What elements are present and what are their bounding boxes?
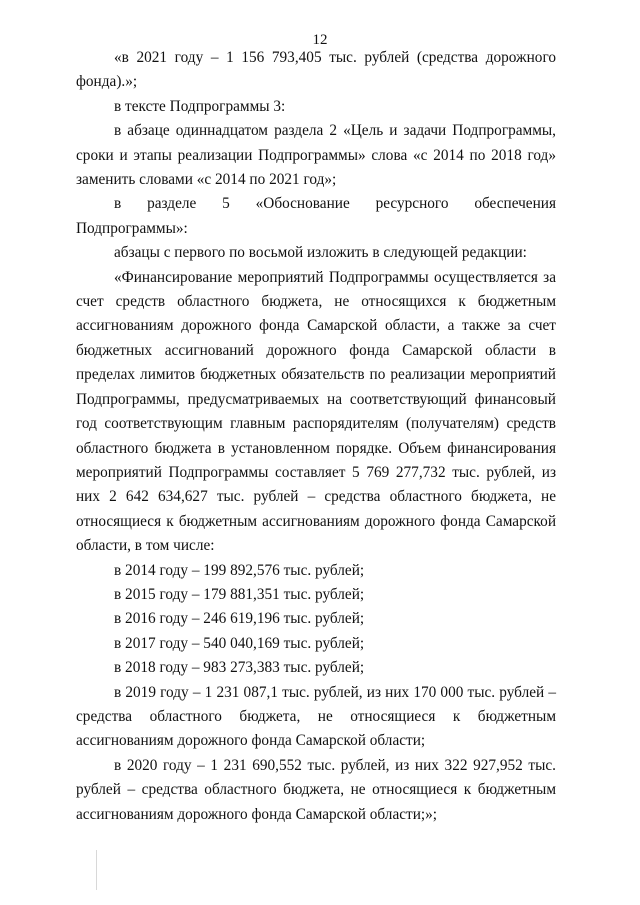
funding-2020: в 2020 году – 1 231 690,552 тыс. рублей, из них 322 927,952 тыс. рублей – средства областного бюджета, не относящиеся к бюджетным ассигнованиям дорожного фонда Самарской области;»; bbox=[76, 756, 556, 823]
funding-2014: в 2014 году – 199 892,576 тыс. рублей; bbox=[114, 561, 365, 579]
funding-2016: в 2016 году – 246 619,196 тыс. рублей; bbox=[114, 610, 365, 628]
funding-2019: в 2019 году – 1 231 087,1 тыс. рублей, из них 170 000 тыс. рублей – средства областного бюджета, не относящиеся к бюджетным ассигнованиям дорожного фонда Самарской области; bbox=[76, 683, 556, 750]
funding-2017: в 2017 году – 540 040,169 тыс. рублей; bbox=[114, 634, 365, 652]
paragraph-subprogram-3-heading: в тексте Подпрограммы 3: bbox=[114, 97, 286, 115]
funding-2018: в 2018 году – 983 273,383 тыс. рублей; bbox=[114, 659, 365, 677]
document-body bbox=[76, 46, 556, 827]
page-number: 12 bbox=[312, 32, 328, 48]
paragraph-section-5-heading: в разделе 5 «Обоснование ресурсного обеспечения Подпрограммы»: bbox=[76, 195, 556, 237]
scan-margin-mark bbox=[96, 850, 97, 890]
paragraph-section-2-amendment: в абзаце одиннадцатом раздела 2 «Цель и задачи Подпрограммы, сроки и этапы реализации Подпрограммы» слова «с 2014 по 2018 год» заменить словами «с 2014 по 2021 год»; bbox=[76, 122, 556, 189]
paragraph-financing-description: «Финансирование мероприятий Подпрограммы осуществляется за счет средств областного бюджета, не относящихся к бюджетным ассигнованиям дорожного фонда Самарской области, а также за счет бюджетных ассигнований дорожного фонда Самарской области в пределах лимитов бюджетных обязательств по реализации мероприятий Подпрограммы, предусматриваемых на соответствующий финансовый год соответствующим главным распорядителям (получателям) средств областного бюджета в установленном порядке. Объем финансирования мероприятий Подпрограммы составляет 5 769 277,732 тыс. рублей, из них 2 642 634,627 тыс. рублей – средства областного бюджета, не относящиеся к бюджетным ассигнованиям дорожного фонда Самарской области, в том числе: bbox=[76, 268, 556, 555]
paragraph-2021-road-fund: «в 2021 году – 1 156 793,405 тыс. рублей (средства дорожного фонда).»; bbox=[76, 49, 556, 91]
funding-2015: в 2015 году – 179 881,351 тыс. рублей; bbox=[114, 585, 365, 603]
paragraph-first-to-eighth: абзацы с первого по восьмой изложить в следующей редакции: bbox=[114, 244, 527, 262]
